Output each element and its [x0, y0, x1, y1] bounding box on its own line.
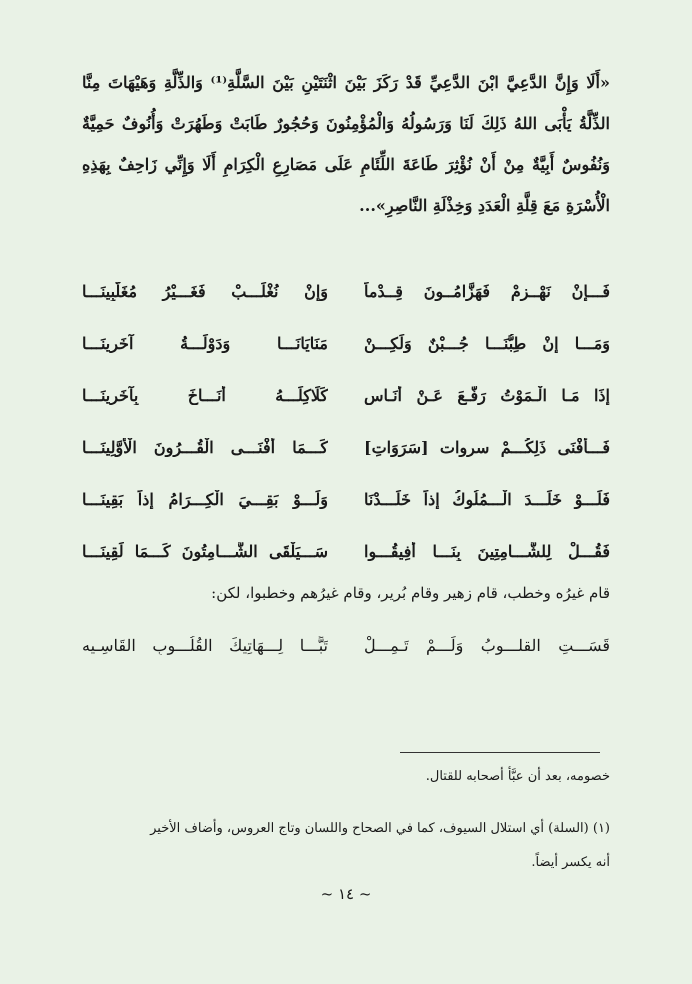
footnote-continuation: خصومه، بعد أن عبَّأ أصحابه للقتال. [425, 769, 610, 784]
prose-line: الذِّلَّةُ يَأْبَى اللهُ ذَلِكَ لَنَا وَرَسُولُهُ وَالْمُؤْمِنُونَ وَحُجُورٌ طَابَتْ وَطَهُرَتْ وَأُنُوفٌ حَمِيَّةٌ [82, 114, 610, 133]
verse-first-hemistich: فَـــأَفْنَى ذَلِكُـــمْ سروات [سَرَوَاتِ] [364, 437, 610, 457]
verse-second-hemistich: وَإِنْ نُغْلَـــبْ فَغَـــيْرُ مُغَلَّبِينَـــا [82, 281, 328, 301]
prose-line: «أَلَا وَإِنَّ الدَّعِيَّ ابْنَ الدَّعِيِّ قَدْ رَكَزَ بَيْنَ اثْنَتَيْنِ بَيْنَ السَّلَّةِ⁽¹⁾ وَالذِّلَّةِ وَهَيْهَاتَ مِنَّا [82, 73, 610, 92]
verse-second-hemistich: وَلَـــوْ بَقِـــيَ الْكِـــرَامُ إِذاً بَقِينَـــا [82, 489, 328, 509]
poem-verses [82, 265, 610, 577]
verse-first-hemistich: إِذَا مَـا الْـمَوْتُ رَفَّـعَ عَـنْ أُنَـاسٍ [364, 385, 610, 405]
footnote-1-line: (١) (السلة) أي استلال السيوف، كما في الصحاح واللسان وتاج العروس، وأضاف الأخير [150, 821, 610, 836]
verse-row [82, 473, 610, 525]
verse-second-hemistich: سَـــيَلْقَى الشَّـــامِتُونَ كَـــمَا لَقِينَـــا [82, 541, 328, 561]
verse-row [82, 421, 610, 473]
quoted-speech-paragraph [82, 62, 610, 226]
verse-second-hemistich: مَنَايَانَـــا وَدَوْلَـــةُ آخَرِينَـــا [82, 333, 328, 353]
verse-second-hemistich: كَـــمَا أَفْنَـــى الْقُـــرُونَ الْأَوَّلِينَـــا [82, 437, 328, 457]
closing-verse [82, 619, 610, 671]
prose-line: الْأُسْرَةِ مَعَ قِلَّةِ الْعَدَدِ وَخِذْلَةِ النَّاصِرِ»... [359, 196, 610, 215]
verse-first-hemistich: وَمَـــا إِنْ طِبُّنَـــا جُـــبْنٌ وَلَكِـــنْ [364, 333, 610, 353]
verse-row [82, 265, 610, 317]
footnote-1-line: أنه يكسر أيضاً. [531, 855, 610, 870]
narrative-line: قام غيرُه وخطب، قام زهير وقام بُرير، وقام غيرُهم وخطبوا، لكن: [211, 584, 610, 602]
verse-row [82, 369, 610, 421]
verse-row [82, 525, 610, 577]
verse-second-hemistich: كَلَاكِلَـــهُ أَنَـــاخَ بِآخَرِينَـــا [82, 385, 328, 405]
verse-first-hemistich: فَقُـــلْ لِلشَّـــامِتِينَ بِنَـــا أَفِيقُـــوا [364, 541, 610, 561]
footnote-divider [400, 752, 600, 753]
verse-first-hemistich: فَـــإِنْ نَهْــزِمْ فَهَزَّامُــونَ قِــدْماً [364, 281, 610, 301]
verse-first-hemistich: فَلَـــوْ خَلَـــدَ الْـــمُلُوكُ إِذاً خَلَـــدْنَا [364, 489, 610, 509]
prose-line: وَنُفُوسٌ أَبِيَّةٌ مِنْ أَنْ نُؤْثِرَ طَاعَةَ اللِّئَامِ عَلَى مَصَارِعِ الْكِرَامِ أَلَا وَإِنِّي زَاحِفٌ بِهَذِهِ [82, 155, 610, 174]
verse-row [82, 317, 610, 369]
verse-first-hemistich: قَسَـــتِ القلـــوبُ وَلَـــمْ تَـمِـــلْ [364, 635, 610, 655]
footnote-1 [82, 812, 610, 880]
verse-second-hemistich: تَبًّـــا لِـــهَاتِيكَ القُلُـــوبِ القَاسِـيه [82, 635, 328, 655]
page-number: ~ ١٤ ~ [320, 885, 372, 903]
